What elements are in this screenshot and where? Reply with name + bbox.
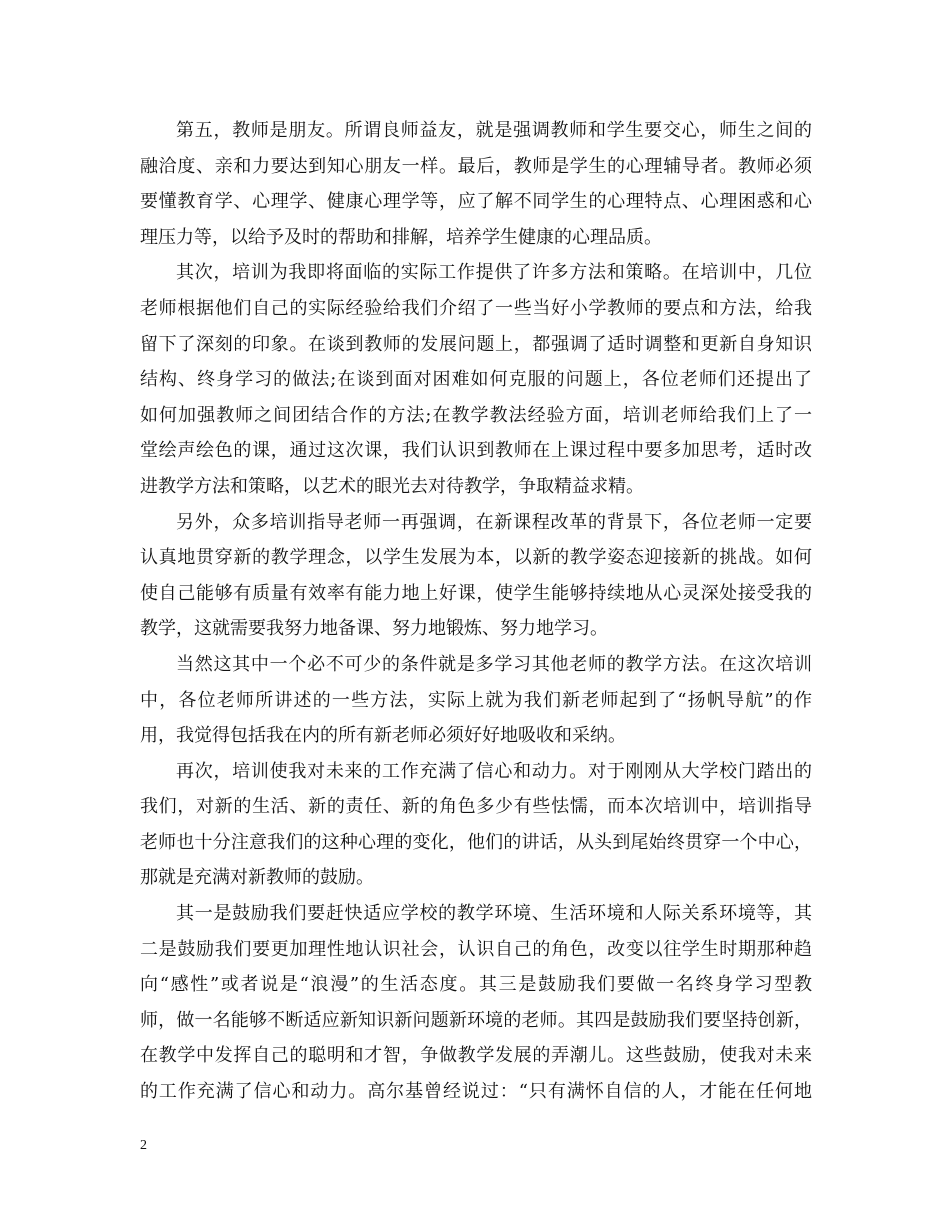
text-line: 用，我觉得包括我在内的所有新老师必须好好地吸收和采纳。 (140, 725, 626, 747)
text-line: 如何加强教师之间团结合作的方法;在教学教法经验方面，培训老师给我们上了一 (140, 404, 812, 426)
text-line: 第五，教师是朋友。所谓良师益友，就是强调教师和学生要交心，师生之间的 (176, 120, 812, 141)
paragraph (140, 113, 812, 255)
document-body (140, 113, 812, 1110)
text-line: 向“感性”或者说是“浪漫”的生活态度。其三是鼓励我们要做一名终身学习型教 (140, 974, 812, 996)
text-line: 认真地贯穿新的教学理念，以学生发展为本，以新的教学姿态迎接新的挑战。如何 (140, 547, 812, 569)
text-line: 再次，培训使我对未来的工作充满了信心和动力。对于刚刚从大学校门踏出的 (176, 760, 812, 782)
text-line: 留下了深刻的印象。在谈到教师的发展问题上，都强调了适时调整和更新自身知识 (140, 333, 812, 355)
paragraph (140, 505, 812, 647)
text-line: 我们，对新的生活、新的责任、新的角色多少有些怯懦，而本次培训中，培训指导 (140, 796, 812, 818)
text-line: 当然这其中一个必不可少的条件就是多学习其他老师的教学方法。在这次培训 (176, 653, 812, 675)
paragraph (140, 754, 812, 896)
paragraph (140, 647, 812, 754)
text-line: 融洽度、亲和力要达到知心朋友一样。最后，教师是学生的心理辅导者。教师必须 (140, 155, 812, 177)
text-line: 中，各位老师所讲述的一些方法，实际上就为我们新老师起到了“扬帆导航”的作 (140, 689, 812, 711)
text-line: 理压力等，以给予及时的帮助和排解，培养学生健康的心理品质。 (140, 226, 662, 248)
paragraph (140, 896, 812, 1110)
text-line: 的工作充满了信心和动力。高尔基曾经说过：“只有满怀自信的人，才能在任何地 (140, 1081, 812, 1103)
text-line: 那就是充满对新教师的鼓励。 (140, 867, 374, 889)
text-line: 其一是鼓励我们要赶快适应学校的教学环境、生活环境和人际关系环境等，其 (176, 903, 812, 925)
text-line: 老师根据他们自己的实际经验给我们介绍了一些当好小学教师的要点和方法，给我 (140, 297, 812, 319)
text-line: 师，做一名能够不断适应新知识新问题新环境的老师。其四是鼓励我们要坚持创新， (140, 1009, 812, 1031)
text-line: 要懂教育学、心理学、健康心理学等，应了解不同学生的心理特点、心理困惑和心 (140, 191, 812, 213)
text-line: 二是鼓励我们要更加理性地认识社会，认识自己的角色，改变以往学生时期那种趋 (140, 938, 812, 960)
text-line: 教学，这就需要我努力地备课、努力地锻炼、努力地学习。 (140, 618, 608, 640)
text-line: 结构、终身学习的做法;在谈到面对困难如何克服的问题上，各位老师们还提出了 (140, 369, 812, 391)
text-line: 其次，培训为我即将面临的实际工作提供了许多方法和策略。在培训中，几位 (176, 262, 812, 284)
page-number: 2 (140, 1138, 147, 1153)
text-line: 老师也十分注意我们的这种心理的变化，他们的讲话，从头到尾始终贯穿一个中心， (140, 831, 812, 853)
text-line: 进教学方法和策略，以艺术的眼光去对待教学，争取精益求精。 (140, 475, 644, 497)
text-line: 堂绘声绘色的课，通过这次课，我们认识到教师在上课过程中要多加思考，适时改 (140, 440, 812, 462)
text-line: 使自己能够有质量有效率有能力地上好课，使学生能够持续地从心灵深处接受我的 (140, 582, 812, 604)
text-line: 在教学中发挥自己的聪明和才智，争做教学发展的弄潮儿。这些鼓励，使我对未来 (140, 1045, 812, 1067)
paragraph (140, 255, 812, 504)
text-line: 另外，众多培训指导老师一再强调，在新课程改革的背景下，各位老师一定要 (176, 511, 812, 533)
